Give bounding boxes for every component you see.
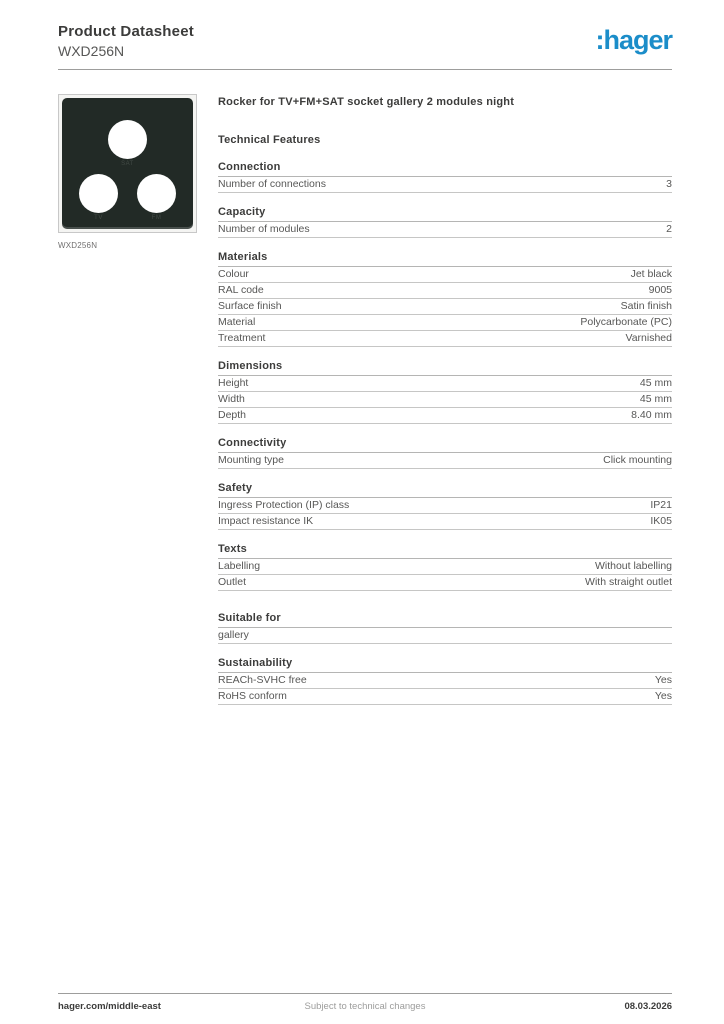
product-reference: WXD256N [58, 43, 125, 59]
spec-label: Depth [218, 409, 247, 421]
spec-value: 45 mm [639, 377, 672, 389]
spec-section [218, 657, 672, 705]
fm-connector-hole [137, 174, 176, 213]
spec-row [218, 408, 672, 424]
hager-logo: :hager [595, 25, 672, 55]
document-title: Product Datasheet [58, 23, 194, 40]
spec-section-title: Suitable for [218, 612, 672, 628]
spec-value: With straight outlet [585, 576, 672, 588]
spec-section-title: Sustainability [218, 657, 672, 673]
spec-row [218, 498, 672, 514]
spec-row [218, 453, 672, 469]
spec-row [218, 673, 672, 689]
header-titles [58, 23, 194, 60]
sat-connector-hole [108, 120, 147, 159]
spec-label: Labelling [218, 560, 261, 572]
tv-label: TV [94, 215, 103, 221]
spec-label: Number of modules [218, 223, 310, 235]
sat-label: SAT [121, 161, 134, 167]
spec-label: Ingress Protection (IP) class [218, 499, 350, 511]
spec-value: Jet black [630, 268, 672, 280]
product-image [58, 94, 197, 233]
spec-value: Yes [654, 690, 672, 702]
spec-label: RoHS conform [218, 690, 287, 702]
spec-value: Satin finish [620, 300, 672, 312]
spec-value: Polycarbonate (PC) [580, 316, 672, 328]
spec-row [218, 267, 672, 283]
spec-label: Number of connections [218, 178, 326, 190]
spec-section-title: Dimensions [218, 360, 672, 376]
spec-section [218, 543, 672, 591]
spec-label: REACh-SVHC free [218, 674, 307, 686]
spec-row [218, 315, 672, 331]
spec-row [218, 575, 672, 591]
socket-plate [62, 98, 193, 229]
page-header [58, 23, 672, 60]
spec-section [218, 437, 672, 469]
spec-section [218, 206, 672, 238]
spec-row [218, 331, 672, 347]
spec-label: Width [218, 393, 245, 405]
spec-value: IP21 [650, 499, 672, 511]
spec-label: Mounting type [218, 454, 284, 466]
spec-column [218, 96, 672, 718]
spec-value: 9005 [648, 284, 672, 296]
spec-section [218, 612, 672, 644]
footer-website: hager.com/middle-east [58, 1001, 161, 1012]
product-image-column [58, 94, 197, 250]
tv-connector-hole [79, 174, 118, 213]
spec-label: Treatment [218, 332, 266, 344]
spec-value: 8.40 mm [631, 409, 672, 421]
spec-section-title: Capacity [218, 206, 672, 222]
image-caption: WXD256N [58, 241, 98, 250]
spec-section-title: Materials [218, 251, 672, 267]
spec-section-title: Connectivity [218, 437, 672, 453]
footer-date: 08.03.2026 [624, 1001, 673, 1012]
spec-value: Without labelling [594, 560, 672, 572]
spec-label: Impact resistance IK [218, 515, 314, 527]
spec-value: Yes [654, 674, 672, 686]
spec-label: Material [218, 316, 256, 328]
spec-value: Click mounting [603, 454, 672, 466]
spec-label: Surface finish [218, 300, 282, 312]
spec-row [218, 222, 672, 238]
spec-section [218, 482, 672, 530]
fm-label: FM [151, 215, 162, 221]
product-title: Rocker for TV+FM+SAT socket gallery 2 modules night [218, 96, 515, 108]
spec-row [218, 689, 672, 705]
spec-section [218, 161, 672, 193]
spec-section-title: Texts [218, 543, 672, 559]
footer-disclaimer: Subject to technical changes [304, 1001, 426, 1012]
spec-row [218, 299, 672, 315]
spec-label: gallery [218, 629, 249, 641]
spec-sections [218, 161, 672, 705]
spec-row [218, 177, 672, 193]
spec-label: Outlet [218, 576, 247, 588]
page-footer [58, 993, 672, 1012]
spec-label: Colour [218, 268, 249, 280]
spec-value: 3 [666, 178, 672, 190]
spec-row [218, 283, 672, 299]
spec-row [218, 376, 672, 392]
spec-value: IK05 [650, 515, 672, 527]
spec-row [218, 392, 672, 408]
spec-value: Varnished [625, 332, 672, 344]
spec-value: 45 mm [639, 393, 672, 405]
spec-row [218, 514, 672, 530]
header-divider [58, 69, 672, 70]
spec-row [218, 559, 672, 575]
spec-section [218, 251, 672, 347]
spec-label: Height [218, 377, 249, 389]
spec-section-title: Safety [218, 482, 672, 498]
spec-section [218, 360, 672, 424]
spec-row [218, 628, 672, 644]
spec-value: 2 [666, 223, 672, 235]
technical-features-heading: Technical Features [218, 134, 321, 146]
spec-section-title: Connection [218, 161, 672, 177]
spec-label: RAL code [218, 284, 264, 296]
